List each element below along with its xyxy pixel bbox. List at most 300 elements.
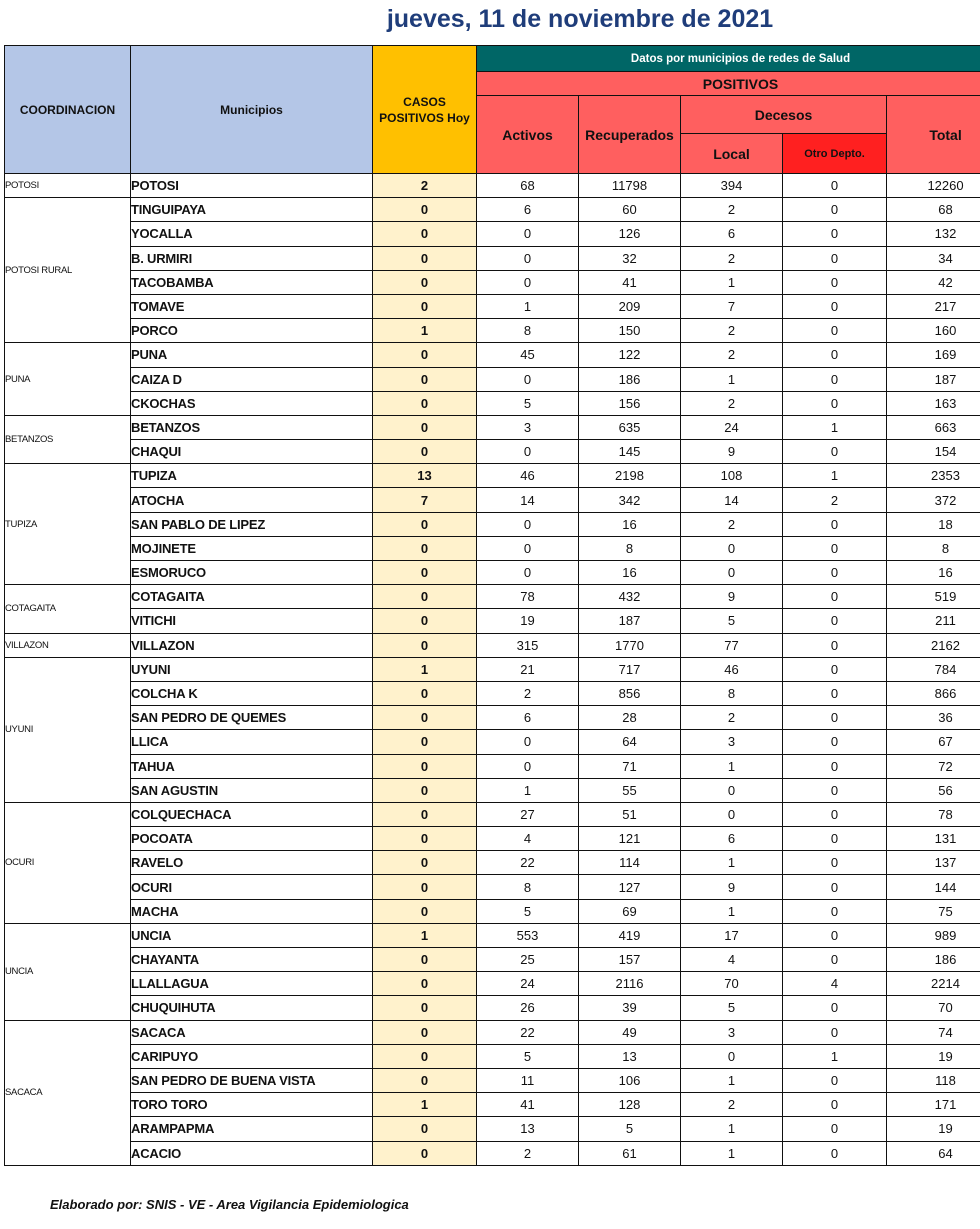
recuperados-cell: 209 [579,294,681,318]
table-row [5,488,980,512]
total-cell: 16 [887,561,980,585]
casos-hoy-cell: 1 [373,1093,477,1117]
total-cell: 64 [887,1141,980,1165]
table-row [5,948,980,972]
total-cell: 74 [887,1020,980,1044]
activos-cell: 41 [477,1093,579,1117]
table-row [5,609,980,633]
casos-hoy-cell: 0 [373,367,477,391]
decesos-otro-depto-cell: 0 [783,754,887,778]
casos-hoy-cell: 0 [373,1044,477,1068]
recuperados-cell: 150 [579,319,681,343]
table-row [5,464,980,488]
header-activos: Activos [477,96,579,174]
decesos-local-cell: 2 [681,246,783,270]
casos-hoy-cell: 0 [373,706,477,730]
casos-hoy-cell: 0 [373,512,477,536]
header-total: Total [887,96,980,174]
municipio-cell: POTOSI [131,174,373,198]
total-cell: 186 [887,948,980,972]
activos-cell: 6 [477,706,579,730]
activos-cell: 0 [477,754,579,778]
decesos-local-cell: 6 [681,222,783,246]
total-cell: 132 [887,222,980,246]
municipio-cell: CARIPUYO [131,1044,373,1068]
casos-hoy-cell: 0 [373,415,477,439]
decesos-otro-depto-cell: 0 [783,440,887,464]
activos-cell: 0 [477,536,579,560]
table-row [5,1117,980,1141]
total-cell: 78 [887,802,980,826]
cases-table [4,45,980,1166]
activos-cell: 0 [477,270,579,294]
decesos-otro-depto-cell: 0 [783,1020,887,1044]
municipio-cell: ATOCHA [131,488,373,512]
table-row [5,198,980,222]
header-casos-positivos-hoy: CASOS POSITIVOS Hoy [373,46,477,174]
decesos-local-cell: 1 [681,1117,783,1141]
recuperados-cell: 39 [579,996,681,1020]
municipio-cell: CKOCHAS [131,391,373,415]
coordinacion-cell: TUPIZA [5,464,131,585]
footer-credit: Elaborado por: SNIS - VE - Area Vigilancia Epidemiologica [50,1197,409,1212]
recuperados-cell: 60 [579,198,681,222]
decesos-otro-depto-cell: 0 [783,391,887,415]
municipio-cell: ARAMPAPMA [131,1117,373,1141]
decesos-otro-depto-cell: 0 [783,778,887,802]
recuperados-cell: 419 [579,923,681,947]
table-row [5,923,980,947]
municipio-cell: RAVELO [131,851,373,875]
municipio-cell: UYUNI [131,657,373,681]
municipio-cell: TOMAVE [131,294,373,318]
activos-cell: 0 [477,367,579,391]
casos-hoy-cell: 0 [373,972,477,996]
recuperados-cell: 64 [579,730,681,754]
municipio-cell: CHAYANTA [131,948,373,972]
decesos-local-cell: 77 [681,633,783,657]
decesos-otro-depto-cell: 0 [783,343,887,367]
table-row [5,561,980,585]
activos-cell: 26 [477,996,579,1020]
casos-hoy-cell: 0 [373,996,477,1020]
casos-hoy-cell: 0 [373,391,477,415]
activos-cell: 21 [477,657,579,681]
table-row [5,222,980,246]
casos-hoy-cell: 1 [373,657,477,681]
total-cell: 34 [887,246,980,270]
total-cell: 2214 [887,972,980,996]
activos-cell: 1 [477,778,579,802]
activos-cell: 5 [477,1044,579,1068]
total-cell: 36 [887,706,980,730]
table-row [5,415,980,439]
table-row [5,367,980,391]
municipio-cell: TUPIZA [131,464,373,488]
decesos-otro-depto-cell: 0 [783,657,887,681]
recuperados-cell: 32 [579,246,681,270]
header-coordinacion: COORDINACION [5,46,131,174]
header-municipios: Municipios [131,46,373,174]
table-header [5,46,980,174]
recuperados-cell: 145 [579,440,681,464]
activos-cell: 1 [477,294,579,318]
recuperados-cell: 55 [579,778,681,802]
casos-hoy-cell: 0 [373,681,477,705]
recuperados-cell: 186 [579,367,681,391]
table-row [5,778,980,802]
total-cell: 169 [887,343,980,367]
header-recuperados: Recuperados [579,96,681,174]
coordinacion-cell: BETANZOS [5,415,131,463]
casos-hoy-cell: 0 [373,1020,477,1044]
table-row [5,294,980,318]
activos-cell: 19 [477,609,579,633]
decesos-local-cell: 70 [681,972,783,996]
table-row [5,633,980,657]
recuperados-cell: 156 [579,391,681,415]
decesos-local-cell: 3 [681,730,783,754]
casos-hoy-cell: 0 [373,1068,477,1092]
activos-cell: 0 [477,440,579,464]
coordinacion-cell: VILLAZON [5,633,131,657]
decesos-otro-depto-cell: 0 [783,802,887,826]
activos-cell: 68 [477,174,579,198]
decesos-local-cell: 24 [681,415,783,439]
table-row [5,754,980,778]
municipio-cell: SACACA [131,1020,373,1044]
table-row [5,391,980,415]
total-cell: 154 [887,440,980,464]
activos-cell: 8 [477,319,579,343]
total-cell: 56 [887,778,980,802]
decesos-local-cell: 2 [681,343,783,367]
decesos-local-cell: 394 [681,174,783,198]
decesos-otro-depto-cell: 0 [783,561,887,585]
coordinacion-cell: COTAGAITA [5,585,131,633]
total-cell: 137 [887,851,980,875]
coordinacion-cell: OCURI [5,802,131,923]
decesos-local-cell: 1 [681,270,783,294]
decesos-otro-depto-cell: 2 [783,488,887,512]
decesos-local-cell: 108 [681,464,783,488]
decesos-local-cell: 9 [681,440,783,464]
decesos-local-cell: 0 [681,1044,783,1068]
table-row [5,827,980,851]
decesos-otro-depto-cell: 0 [783,270,887,294]
decesos-local-cell: 1 [681,1141,783,1165]
activos-cell: 11 [477,1068,579,1092]
municipio-cell: VITICHI [131,609,373,633]
activos-cell: 14 [477,488,579,512]
municipio-cell: OCURI [131,875,373,899]
casos-hoy-cell: 0 [373,270,477,294]
header-local: Local [681,134,783,174]
total-cell: 70 [887,996,980,1020]
decesos-otro-depto-cell: 0 [783,827,887,851]
table-row [5,802,980,826]
recuperados-cell: 187 [579,609,681,633]
municipio-cell: ESMORUCO [131,561,373,585]
casos-hoy-cell: 0 [373,222,477,246]
table-row [5,1020,980,1044]
total-cell: 217 [887,294,980,318]
casos-hoy-cell: 0 [373,609,477,633]
decesos-otro-depto-cell: 0 [783,730,887,754]
casos-hoy-cell: 0 [373,343,477,367]
recuperados-cell: 69 [579,899,681,923]
table-body [5,174,980,1166]
header-decesos: Decesos [681,96,887,134]
decesos-otro-depto-cell: 0 [783,851,887,875]
activos-cell: 5 [477,899,579,923]
header-positivos: POSITIVOS [477,72,980,96]
decesos-otro-depto-cell: 1 [783,464,887,488]
municipio-cell: PUNA [131,343,373,367]
casos-hoy-cell: 0 [373,802,477,826]
table-row [5,851,980,875]
total-cell: 68 [887,198,980,222]
decesos-local-cell: 7 [681,294,783,318]
municipio-cell: PORCO [131,319,373,343]
table-row [5,875,980,899]
decesos-otro-depto-cell: 0 [783,222,887,246]
recuperados-cell: 8 [579,536,681,560]
recuperados-cell: 114 [579,851,681,875]
activos-cell: 46 [477,464,579,488]
activos-cell: 0 [477,246,579,270]
decesos-otro-depto-cell: 1 [783,1044,887,1068]
recuperados-cell: 432 [579,585,681,609]
table-row [5,730,980,754]
decesos-local-cell: 0 [681,536,783,560]
activos-cell: 4 [477,827,579,851]
municipio-cell: B. URMIRI [131,246,373,270]
decesos-local-cell: 9 [681,875,783,899]
decesos-otro-depto-cell: 0 [783,1068,887,1092]
table-row [5,899,980,923]
table-row [5,585,980,609]
table-row [5,1044,980,1068]
total-cell: 67 [887,730,980,754]
activos-cell: 3 [477,415,579,439]
casos-hoy-cell: 0 [373,585,477,609]
casos-hoy-cell: 0 [373,440,477,464]
total-cell: 12260 [887,174,980,198]
total-cell: 663 [887,415,980,439]
total-cell: 72 [887,754,980,778]
table-row [5,972,980,996]
decesos-local-cell: 5 [681,996,783,1020]
table-row [5,246,980,270]
total-cell: 19 [887,1117,980,1141]
table-row [5,174,980,198]
decesos-otro-depto-cell: 0 [783,996,887,1020]
total-cell: 519 [887,585,980,609]
casos-hoy-cell: 0 [373,778,477,802]
activos-cell: 2 [477,1141,579,1165]
municipio-cell: YOCALLA [131,222,373,246]
coordinacion-cell: UYUNI [5,657,131,802]
municipio-cell: SAN PEDRO DE BUENA VISTA [131,1068,373,1092]
decesos-local-cell: 14 [681,488,783,512]
municipio-cell: LLICA [131,730,373,754]
casos-hoy-cell: 0 [373,198,477,222]
decesos-local-cell: 1 [681,851,783,875]
total-cell: 866 [887,681,980,705]
recuperados-cell: 5 [579,1117,681,1141]
municipio-cell: MOJINETE [131,536,373,560]
municipio-cell: TORO TORO [131,1093,373,1117]
decesos-local-cell: 0 [681,778,783,802]
municipio-cell: CHUQUIHUTA [131,996,373,1020]
table-row [5,343,980,367]
table-row [5,1093,980,1117]
total-cell: 171 [887,1093,980,1117]
recuperados-cell: 106 [579,1068,681,1092]
recuperados-cell: 16 [579,512,681,536]
header-otro-depto: Otro Depto. [783,134,887,174]
report-date-title: jueves, 11 de noviembre de 2021 [386,5,774,33]
activos-cell: 553 [477,923,579,947]
recuperados-cell: 128 [579,1093,681,1117]
casos-hoy-cell: 0 [373,1141,477,1165]
municipio-cell: POCOATA [131,827,373,851]
decesos-local-cell: 9 [681,585,783,609]
recuperados-cell: 121 [579,827,681,851]
activos-cell: 315 [477,633,579,657]
casos-hoy-cell: 7 [373,488,477,512]
decesos-local-cell: 6 [681,827,783,851]
activos-cell: 22 [477,851,579,875]
decesos-otro-depto-cell: 0 [783,1093,887,1117]
decesos-otro-depto-cell: 0 [783,174,887,198]
recuperados-cell: 122 [579,343,681,367]
table-row [5,1068,980,1092]
activos-cell: 5 [477,391,579,415]
municipio-cell: CHAQUI [131,440,373,464]
decesos-otro-depto-cell: 0 [783,633,887,657]
total-cell: 163 [887,391,980,415]
table-row [5,319,980,343]
decesos-otro-depto-cell: 0 [783,1117,887,1141]
activos-cell: 0 [477,222,579,246]
casos-hoy-cell: 0 [373,851,477,875]
total-cell: 18 [887,512,980,536]
total-cell: 19 [887,1044,980,1068]
table-row [5,681,980,705]
casos-hoy-cell: 2 [373,174,477,198]
casos-hoy-cell: 1 [373,319,477,343]
table-row [5,270,980,294]
recuperados-cell: 51 [579,802,681,826]
municipio-cell: VILLAZON [131,633,373,657]
municipio-cell: TAHUA [131,754,373,778]
recuperados-cell: 717 [579,657,681,681]
decesos-local-cell: 5 [681,609,783,633]
casos-hoy-cell: 0 [373,246,477,270]
decesos-otro-depto-cell: 0 [783,294,887,318]
recuperados-cell: 13 [579,1044,681,1068]
recuperados-cell: 11798 [579,174,681,198]
decesos-local-cell: 2 [681,319,783,343]
table-row [5,440,980,464]
decesos-local-cell: 1 [681,1068,783,1092]
decesos-local-cell: 1 [681,754,783,778]
table-row [5,536,980,560]
municipio-cell: UNCIA [131,923,373,947]
decesos-local-cell: 0 [681,561,783,585]
casos-hoy-cell: 0 [373,875,477,899]
casos-hoy-cell: 0 [373,948,477,972]
activos-cell: 22 [477,1020,579,1044]
casos-hoy-cell: 0 [373,827,477,851]
municipio-cell: SAN PABLO DE LIPEZ [131,512,373,536]
municipio-cell: COLCHA K [131,681,373,705]
table-row [5,657,980,681]
total-cell: 118 [887,1068,980,1092]
recuperados-cell: 342 [579,488,681,512]
activos-cell: 27 [477,802,579,826]
casos-hoy-cell: 0 [373,754,477,778]
decesos-local-cell: 8 [681,681,783,705]
total-cell: 211 [887,609,980,633]
recuperados-cell: 635 [579,415,681,439]
decesos-otro-depto-cell: 0 [783,923,887,947]
activos-cell: 25 [477,948,579,972]
decesos-local-cell: 2 [681,391,783,415]
recuperados-cell: 157 [579,948,681,972]
table-row [5,512,980,536]
decesos-local-cell: 3 [681,1020,783,1044]
coordinacion-cell: SACACA [5,1020,131,1165]
total-cell: 42 [887,270,980,294]
total-cell: 160 [887,319,980,343]
decesos-local-cell: 0 [681,802,783,826]
municipio-cell: COTAGAITA [131,585,373,609]
total-cell: 187 [887,367,980,391]
decesos-local-cell: 1 [681,367,783,391]
decesos-local-cell: 2 [681,1093,783,1117]
decesos-local-cell: 2 [681,706,783,730]
decesos-otro-depto-cell: 0 [783,948,887,972]
municipio-cell: MACHA [131,899,373,923]
decesos-otro-depto-cell: 4 [783,972,887,996]
casos-hoy-cell: 0 [373,730,477,754]
decesos-otro-depto-cell: 0 [783,536,887,560]
recuperados-cell: 127 [579,875,681,899]
activos-cell: 8 [477,875,579,899]
recuperados-cell: 2116 [579,972,681,996]
recuperados-cell: 71 [579,754,681,778]
recuperados-cell: 1770 [579,633,681,657]
casos-hoy-cell: 1 [373,923,477,947]
table-row [5,996,980,1020]
activos-cell: 78 [477,585,579,609]
recuperados-cell: 2198 [579,464,681,488]
casos-hoy-cell: 0 [373,633,477,657]
table-row [5,706,980,730]
total-cell: 372 [887,488,980,512]
decesos-otro-depto-cell: 0 [783,319,887,343]
activos-cell: 6 [477,198,579,222]
municipio-cell: SAN AGUSTIN [131,778,373,802]
municipio-cell: SAN PEDRO DE QUEMES [131,706,373,730]
total-cell: 144 [887,875,980,899]
casos-hoy-cell: 0 [373,899,477,923]
casos-hoy-cell: 13 [373,464,477,488]
recuperados-cell: 49 [579,1020,681,1044]
